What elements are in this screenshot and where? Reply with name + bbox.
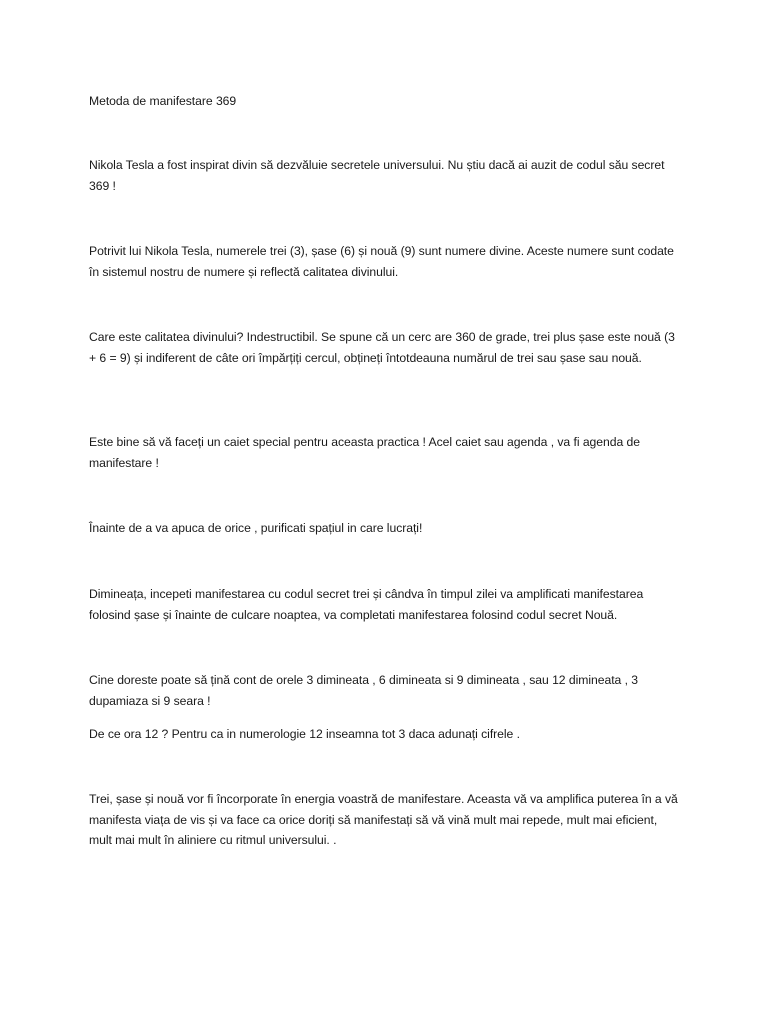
paragraph-6: Dimineața, incepeti manifestarea cu codul secret trei și cândva în timpul zilei va amplificati manifestarea folosind șase și înainte de culcare noaptea, va completati manifestarea folosind codul secret Nouă. (89, 587, 644, 622)
paragraph-5: Înainte de a va apuca de orice , purificati spațiul in care lucrați! (89, 521, 423, 535)
paragraph-7: Cine doreste poate să țină cont de orele 3 dimineata , 6 dimineata si 9 dimineata , sau 12 dimineata , 3 dupamiaza si 9 seara ! (89, 673, 638, 708)
paragraph-8: De ce ora 12 ? Pentru ca in numerologie 12 inseamna tot 3 daca adunați cifrele . (89, 727, 520, 741)
paragraph-2: Potrivit lui Nikola Tesla, numerele trei (3), șase (6) și nouă (9) sunt numere divine. Aceste numere sunt codate în sistemul nostru de numere și reflectă calitatea divinului. (89, 244, 674, 279)
paragraph-4: Este bine să vă faceți un caiet special pentru aceasta practica ! Acel caiet sau agenda , va fi agenda de manifestare ! (89, 435, 640, 470)
paragraph-1: Nikola Tesla a fost inspirat divin să dezvăluie secretele universului. Nu știu dacă ai auzit de codul său secret 369 ! (89, 158, 665, 193)
document-title: Metoda de manifestare 369 (89, 94, 237, 108)
paragraph-9: Trei, șase și nouă vor fi încorporate în energia voastră de manifestare. Aceasta vă va amplifica puterea în a vă manifesta viața de vis și va face ca orice doriți să manifestați să vă vină mult mai repede, mult mai eficient, mult mai mult în aliniere cu ritmul universului. . (89, 792, 678, 847)
paragraph-3: Care este calitatea divinului? Indestructibil. Se spune că un cerc are 360 de grade, trei plus șase este nouă (3 + 6 = 9) și indiferent de câte ori împărțiți cercul, obțineți întotdeauna numărul de trei sau șase sau nouă. (89, 330, 675, 365)
